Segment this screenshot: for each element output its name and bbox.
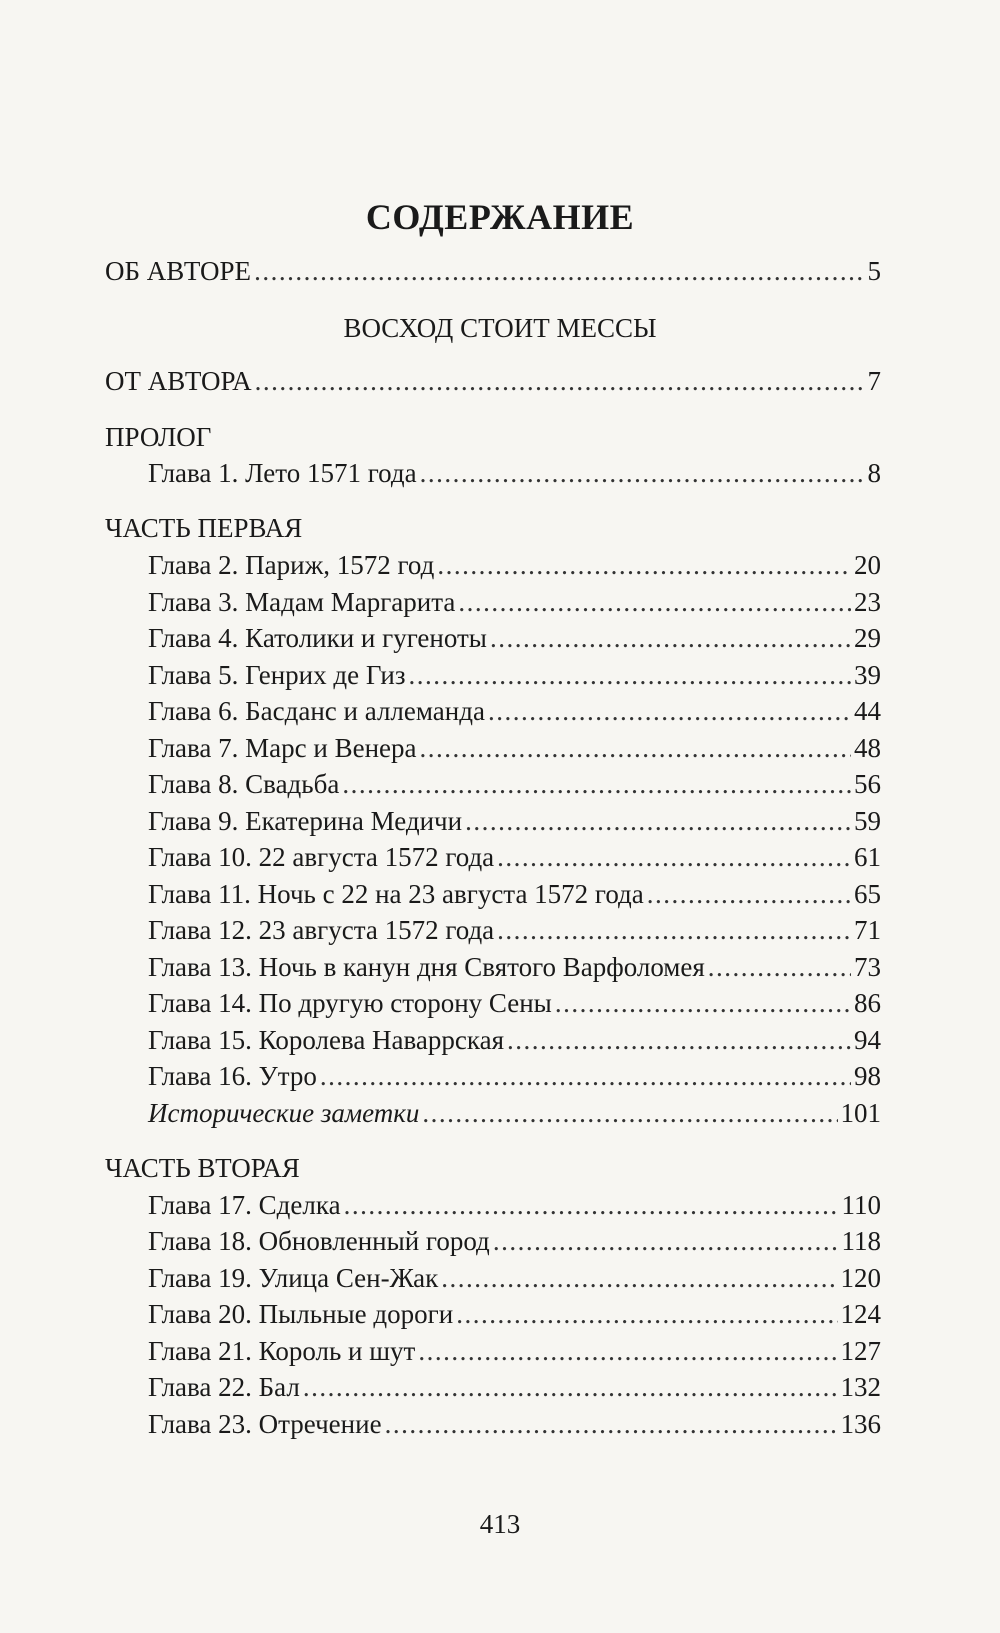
leader-dots [465,806,851,837]
toc-entry-about-author [105,256,881,287]
toc-entry-label: ОБ АВТОРЕ [105,256,252,286]
toc-entry-historical-notes [148,1098,881,1129]
toc-entry-page: 44 [854,696,881,726]
toc-entry [148,988,881,1019]
leader-dots [507,1025,851,1056]
toc-entry [148,1190,881,1221]
leader-dots [441,1263,837,1294]
toc-entry-label: Глава 13. Ночь в канун дня Святого Варфоломея [148,952,705,982]
leader-dots [497,842,851,873]
page-title: СОДЕРЖАНИЕ [365,197,635,237]
leader-dots [418,1336,837,1367]
toc-entry-label: Глава 4. Католики и гугеноты [148,623,487,653]
toc-entry-page: 94 [854,1025,881,1055]
toc-entry-page: 39 [854,660,881,690]
toc-entry [148,660,881,691]
toc-entry-page: 61 [854,842,881,872]
toc-entry-page: 101 [840,1098,881,1128]
leader-dots [456,1299,837,1330]
leader-dots [420,733,852,764]
leader-dots [409,660,851,691]
toc-entry [148,1025,881,1056]
toc-entry-label: Глава 23. Отречение [148,1409,382,1439]
leader-dots [320,1061,851,1092]
leader-dots [708,952,851,983]
toc-entry [148,1372,881,1403]
toc-entry-label: Глава 16. Утро [148,1061,317,1091]
section-heading-prologue: ПРОЛОГ [105,422,212,452]
section-heading-part-two: ЧАСТЬ ВТОРАЯ [105,1153,300,1183]
leader-dots [342,769,851,800]
leader-dots [422,1098,837,1129]
toc-entry-page: 56 [854,769,881,799]
leader-dots [493,1226,839,1257]
toc-entry-label: Глава 17. Сделка [148,1190,341,1220]
toc-entry [148,587,881,618]
toc-entry [148,1263,881,1294]
toc-entry-page: 118 [841,1226,881,1256]
toc-entry-label: Глава 21. Король и шут [148,1336,416,1366]
toc-entry-page: 29 [854,623,881,653]
toc-entry-label: Глава 2. Париж, 1572 год [148,550,435,580]
toc-entry-page: 20 [854,550,881,580]
toc-entry-label: Исторические заметки [148,1098,420,1128]
page-number: 413 [479,1509,521,1539]
toc-entry [148,733,881,764]
toc-entry [148,1061,881,1092]
toc-entry-page: 124 [840,1299,881,1329]
leader-dots [488,696,851,727]
toc-entry-label: Глава 12. 23 августа 1572 года [148,915,495,945]
toc-entry-page: 65 [854,879,881,909]
toc-entry-label: Глава 9. Екатерина Медичи [148,806,463,836]
toc-entry [148,623,881,654]
toc-entry-page: 86 [854,988,881,1018]
toc-entry-page: 23 [854,587,881,617]
leader-dots [490,623,851,654]
toc-entry-label: Глава 18. Обновленный город [148,1226,490,1256]
toc-entry-page: 127 [840,1336,881,1366]
toc-entry-page: 59 [854,806,881,836]
toc-entry [148,915,881,946]
toc-entry-page: 132 [840,1372,881,1402]
toc-entry-label: Глава 22. Бал [148,1372,300,1402]
toc-entry-page: 7 [867,366,881,396]
toc-entry [148,952,881,983]
toc-entry [148,1299,881,1330]
toc-entry-from-author [105,366,881,397]
toc-entry [148,1226,881,1257]
toc-entry-label: Глава 10. 22 августа 1572 года [148,842,495,872]
leader-dots [647,879,851,910]
toc-entry [148,842,881,873]
toc-entry-page: 71 [854,915,881,945]
toc-entry-label: Глава 14. По другую сторону Сены [148,988,552,1018]
leader-dots [458,587,851,618]
toc-entry-page: 120 [840,1263,881,1293]
toc-entry-label: Глава 19. Улица Сен-Жак [148,1263,439,1293]
toc-entry [148,806,881,837]
book-title: ВОСХОД СТОИТ МЕССЫ [343,313,657,343]
leader-dots [254,256,864,287]
toc-entry [148,696,881,727]
toc-entry [148,1336,881,1367]
toc-entry-page: 8 [867,458,881,488]
toc-entry [148,1409,881,1440]
toc-entry-label: Глава 15. Королева Наваррская [148,1025,505,1055]
toc-entry-label: Глава 3. Мадам Маргарита [148,587,456,617]
toc-entry-page: 73 [854,952,881,982]
toc-entry [148,550,881,581]
toc-entry [148,879,881,910]
toc-entry-label: ОТ АВТОРА [105,366,252,396]
leader-dots [385,1409,838,1440]
toc-entry-label: Глава 8. Свадьба [148,769,340,799]
toc-entry-page: 98 [854,1061,881,1091]
leader-dots [344,1190,839,1221]
leader-dots [497,915,851,946]
leader-dots [437,550,851,581]
toc-entry-page: 110 [841,1190,881,1220]
leader-dots [555,988,851,1019]
leader-dots [255,366,865,397]
leader-dots [303,1372,838,1403]
toc-entry [148,458,881,489]
toc-entry-label: Глава 1. Лето 1571 года [148,458,417,488]
leader-dots [420,458,865,489]
toc-entry-label: Глава 11. Ночь с 22 на 23 августа 1572 года [148,879,644,909]
toc-entry-label: Глава 5. Генрих де Гиз [148,660,406,690]
toc-entry-label: Глава 7. Марс и Венера [148,733,417,763]
toc-entry-label: Глава 6. Басданс и аллеманда [148,696,485,726]
toc-entry [148,769,881,800]
toc-entry-page: 5 [867,256,881,286]
toc-entry-page: 48 [854,733,881,763]
toc-entry-label: Глава 20. Пыльные дороги [148,1299,454,1329]
section-heading-part-one: ЧАСТЬ ПЕРВАЯ [105,513,303,543]
toc-entry-page: 136 [840,1409,881,1439]
